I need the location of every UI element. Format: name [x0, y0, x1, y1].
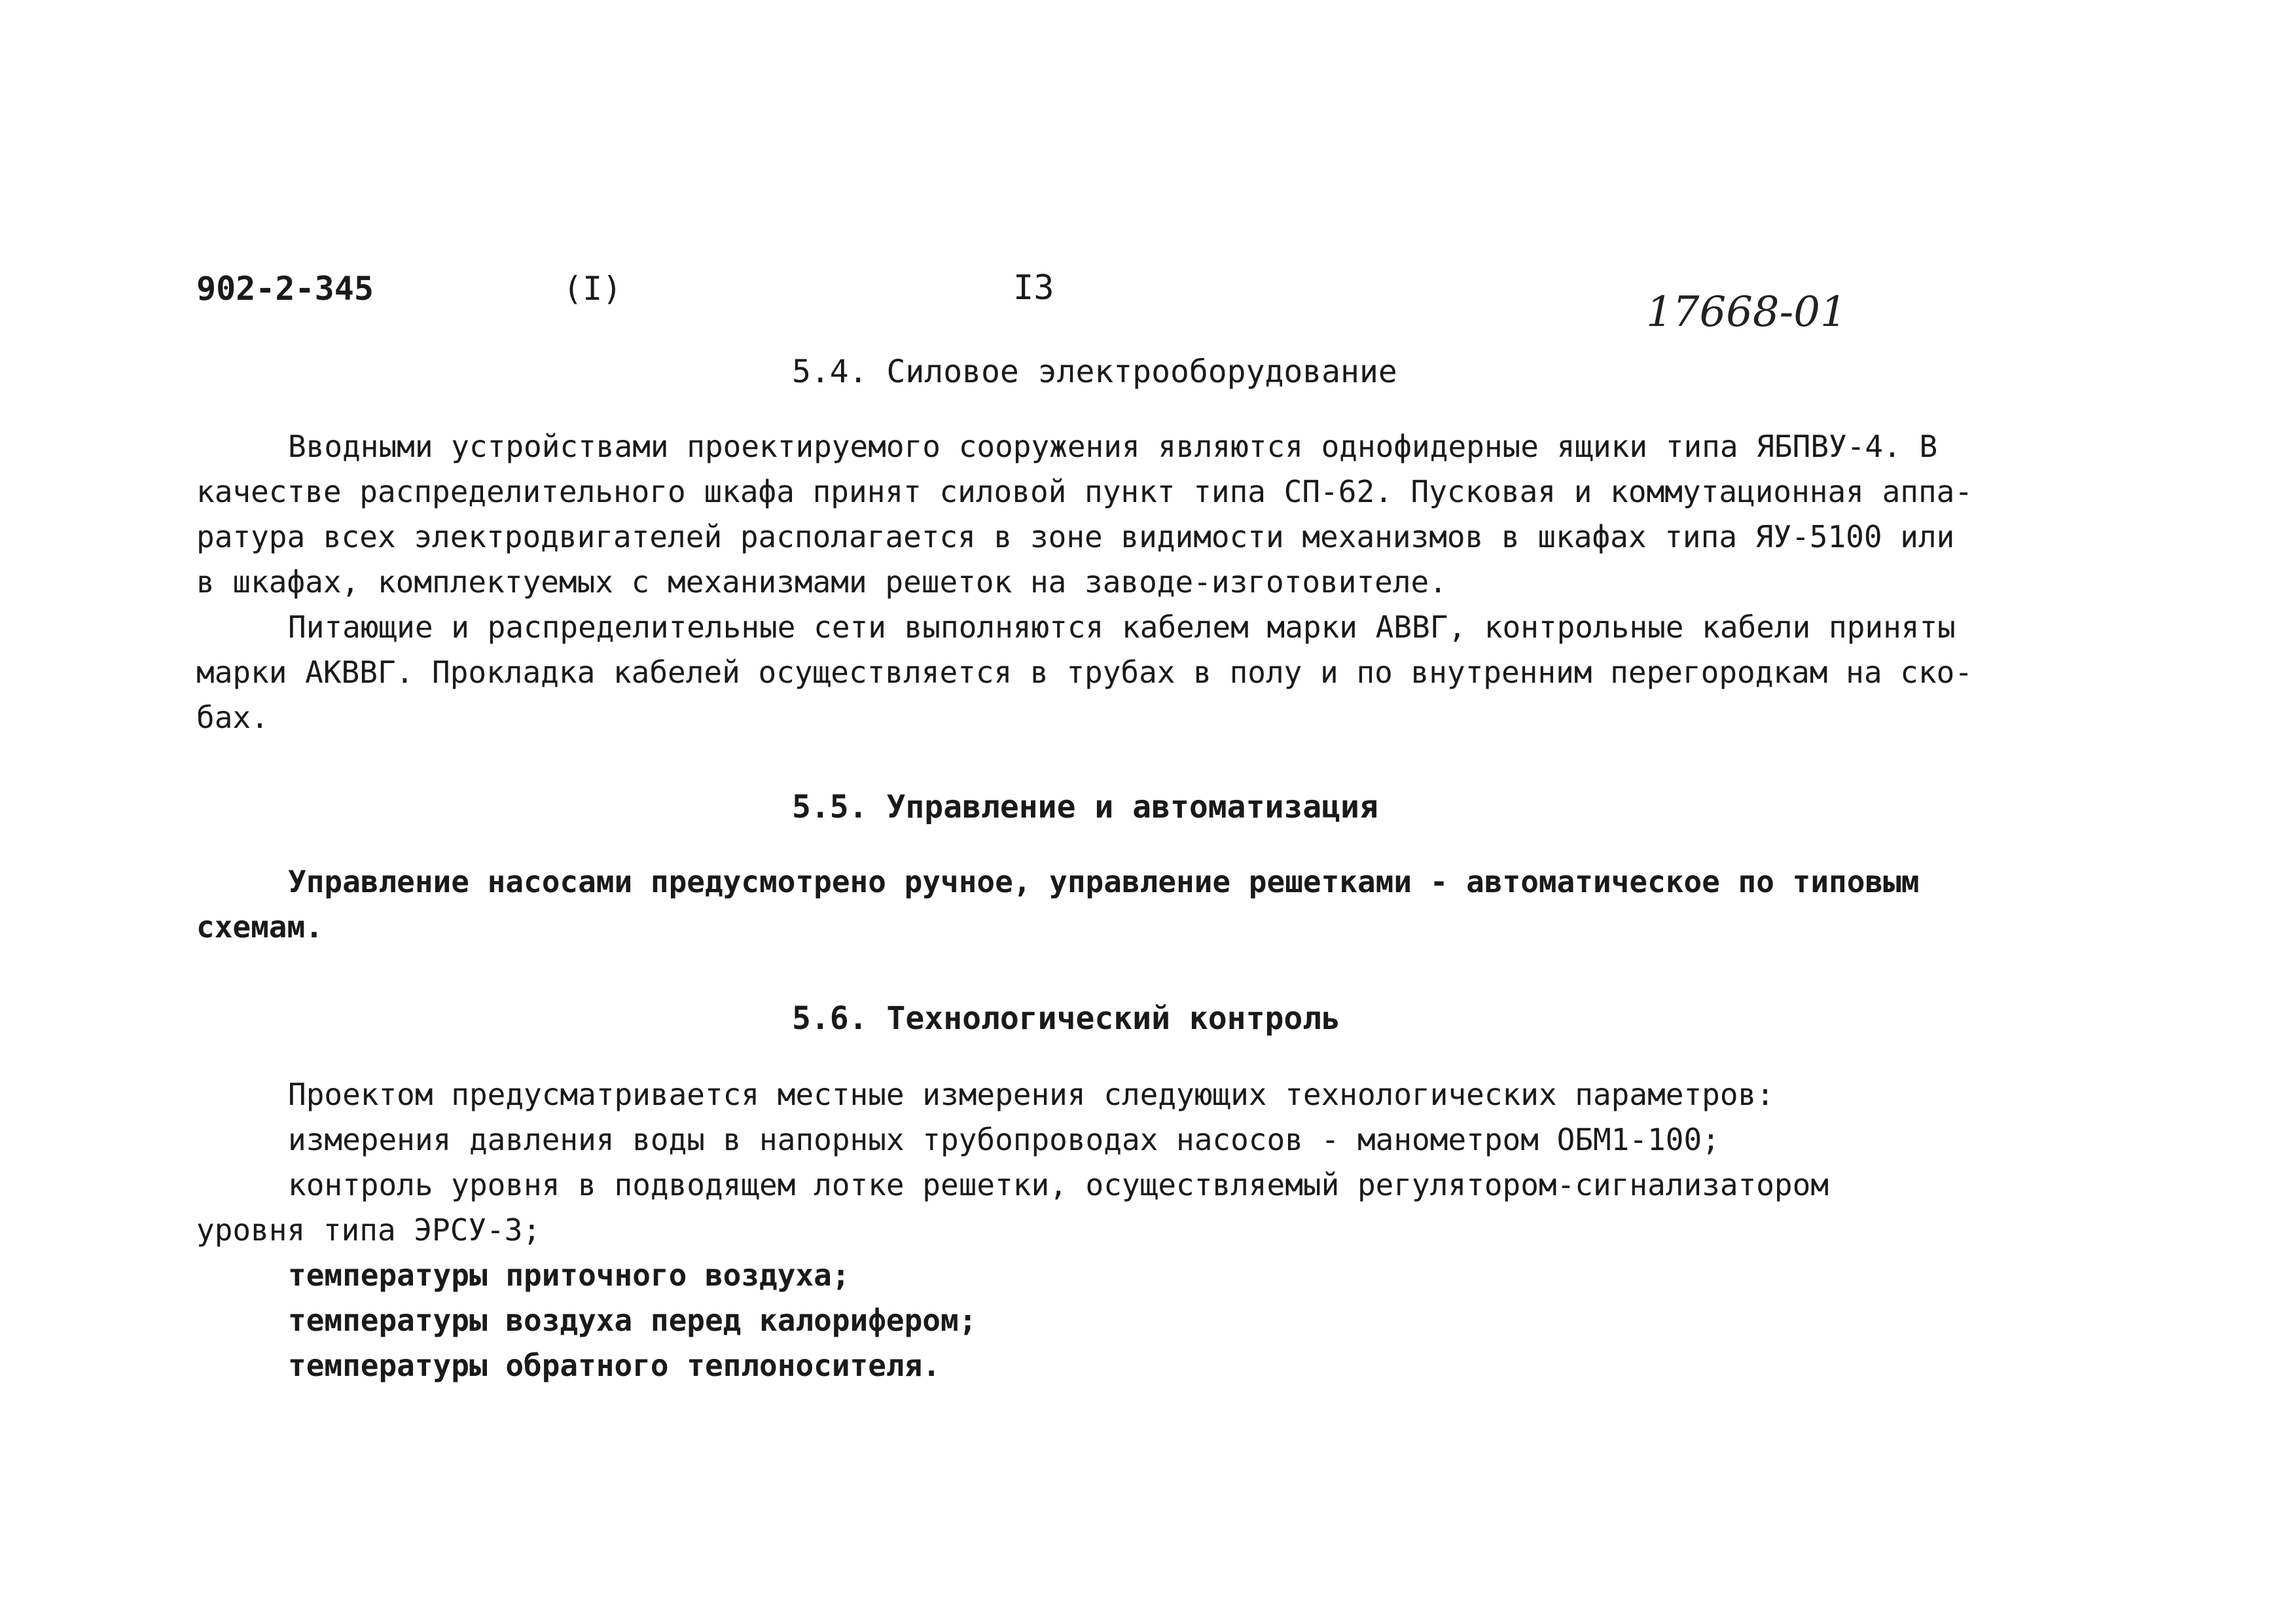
part-number: (I) [563, 270, 622, 308]
list-item: температуры приточного воздуха; [288, 1257, 850, 1293]
document-code: 902-2-345 [196, 270, 374, 308]
paragraph-line: качестве распределительного шкафа принят силовой пункт типа СП-62. Пусковая и коммутационная аппа- [196, 474, 1973, 509]
paragraph-line: ратура всех электродвигателей располагается в зоне видимости механизмов в шкафах типа ЯУ-5100 или [196, 519, 1955, 554]
list-item: температуры обратного теплоносителя. [288, 1348, 941, 1383]
paragraph-line: бах. [196, 700, 269, 735]
list-item: температуры воздуха перед калорифером; [288, 1303, 977, 1338]
list-item-continuation: уровня типа ЭРСУ-3; [196, 1212, 541, 1248]
paragraph-line: схемам. [196, 909, 323, 945]
list-item: контроль уровня в подводящем лотке решетки, осуществляемый регулятором-сигнализатором [288, 1167, 1829, 1202]
section-title-control: 5.5. Управление и автоматизация [792, 789, 1378, 825]
paragraph-line: Питающие и распределительные сети выполняются кабелем марки АВВГ, контрольные кабели приняты [288, 609, 1956, 645]
page-number: I3 [1013, 268, 1054, 308]
paragraph-line: марки АКВВГ. Прокладка кабелей осуществляется в трубах в полу и по внутренним перегородкам на ско- [196, 655, 1973, 690]
section-title-monitoring: 5.6. Технологический контроль [792, 1000, 1341, 1037]
paragraph-line: в шкафах, комплектуемых с механизмами решеток на заводе-изготовителе. [196, 564, 1447, 600]
paragraph-line: Вводными устройствами проектируемого сооружения являются однофидерные ящики типа ЯБПВУ-4. В [288, 429, 1938, 464]
paragraph-line: Проектом предусматривается местные измерения следующих технологических параметров: [288, 1077, 1774, 1112]
paragraph-line: Управление насосами предусмотрено ручное, управление решетками - автоматическое по типовым [288, 864, 1920, 899]
section-title-power: 5.4. Силовое электрооборудование [792, 353, 1397, 390]
list-item: измерения давления воды в напорных трубопроводах насосов - манометром ОБМ1-100; [288, 1122, 1720, 1157]
inventory-number: 17668-01 [1646, 288, 1847, 336]
